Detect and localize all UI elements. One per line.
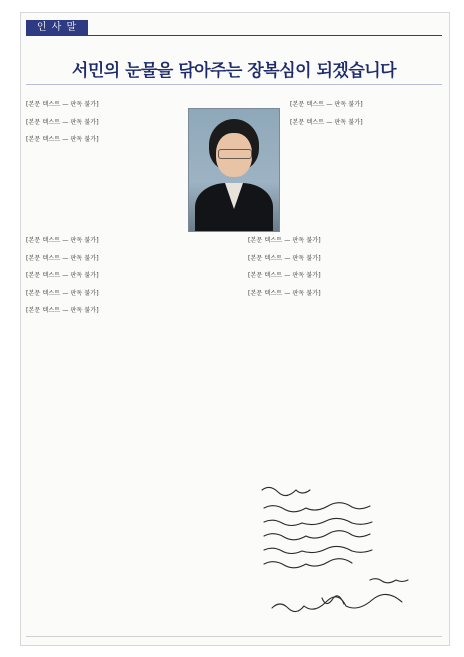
body-paragraph: [본문 텍스트 — 판독 불가] xyxy=(248,254,321,262)
body-paragraph: [본문 텍스트 — 판독 불가] xyxy=(26,307,99,315)
body-paragraph: [본문 텍스트 — 판독 불가] xyxy=(26,272,99,280)
body-paragraph: [본문 텍스트 — 판독 불가] xyxy=(26,136,99,144)
body-paragraph: [본문 텍스트 — 판독 불가] xyxy=(248,289,321,297)
section-tag: 인 사 말 xyxy=(26,20,88,36)
handwritten-signature xyxy=(252,480,436,626)
body-paragraph: [본문 텍스트 — 판독 불가] xyxy=(26,237,99,244)
tag-divider xyxy=(88,35,442,36)
body-paragraph: [본문 텍스트 — 판독 불가] xyxy=(26,101,99,108)
body-column-left-upper xyxy=(26,100,180,153)
title-divider xyxy=(26,84,442,85)
portrait-glasses xyxy=(218,149,252,159)
body-column-left-lower xyxy=(26,236,234,324)
body-paragraph: [본문 텍스트 — 판독 불가] xyxy=(26,254,99,262)
body-paragraph: [본문 텍스트 — 판독 불가] xyxy=(290,101,363,108)
body-column-right-lower xyxy=(248,236,442,306)
body-paragraph: [본문 텍스트 — 판독 불가] xyxy=(290,118,363,126)
footer-divider xyxy=(26,636,442,637)
body-paragraph: [본문 텍스트 — 판독 불가] xyxy=(26,118,99,126)
body-paragraph: [본문 텍스트 — 판독 불가] xyxy=(248,237,321,244)
page-title: 서민의 눈물을 닦아주는 장복심이 되겠습니다 xyxy=(71,61,397,81)
body-column-right-upper xyxy=(290,100,442,135)
body-paragraph: [본문 텍스트 — 판독 불가] xyxy=(248,272,321,280)
body-paragraph: [본문 텍스트 — 판독 불가] xyxy=(26,289,99,297)
portrait-photo xyxy=(188,108,280,232)
